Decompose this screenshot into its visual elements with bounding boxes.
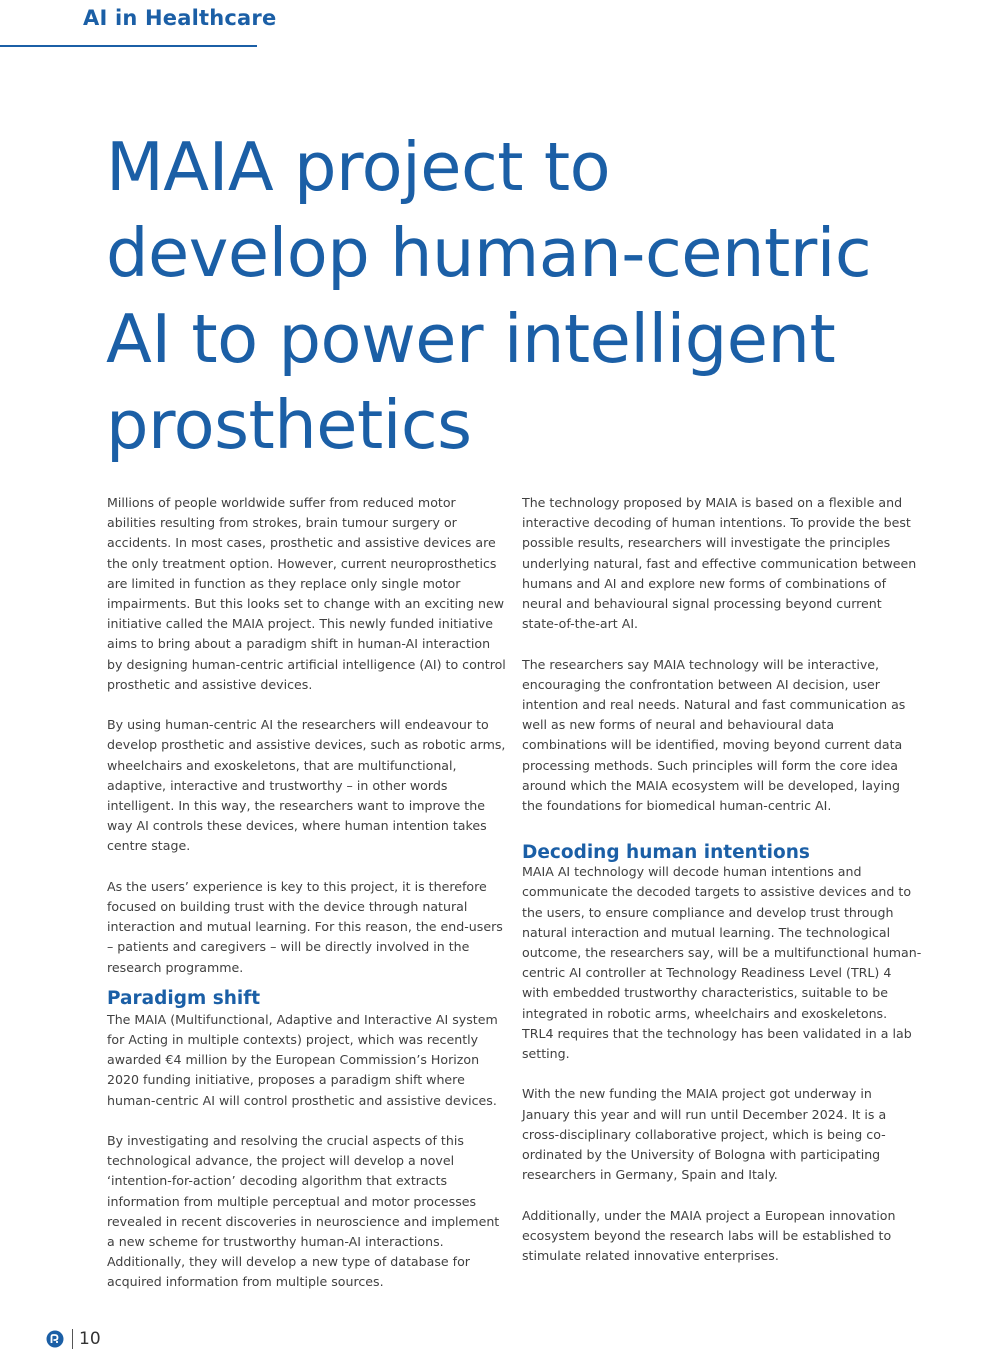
page-footer [46, 1328, 101, 1350]
body-paragraph: By using human-centric AI the researchers will endeavour to develop prosthetic and assistive devices, such as robotic arms, wheelchairs and exoskeletons, that are multifunctional, adaptive, interactive and trustworthy – in other words intelligent. In this way, the researchers want to improve the way AI controls these devices, where human intention takes centre stage. [107, 717, 506, 854]
page-number: 10 [79, 1329, 101, 1349]
body-paragraph: MAIA AI technology will decode human intentions and communicate the decoded targets to assistive devices and to the users, to ensure compliance and develop trust through natural interaction and mutual learning. The technological outcome, the researchers say, will be a multifunctional human-centric AI controller at Technology Readiness Level (TRL) 4 with embedded trustworthy characteristics, suitable to be integrated in robotic arms, wheelchairs and exoskeletons. TRL4 requires that the technology has been validated in a lab setting. [522, 864, 922, 1062]
title-line: develop human-centric [106, 214, 872, 292]
body-paragraph: Additionally, under the MAIA project a European innovation ecosystem beyond the research labs will be established to stimulate related innovative enterprises. [522, 1207, 896, 1264]
title-line: MAIA project to [106, 128, 611, 206]
publisher-logo-icon [46, 1330, 64, 1348]
section-heading: Decoding human intentions [522, 842, 810, 864]
body-paragraph: Millions of people worldwide suffer from reduced motor abilities resulting from strokes, brain tumour surgery or accidents. In most cases, prosthetic and assistive devices are the only treatment option. However, current neuroprosthetics are limited in function as they replace only single motor impairments. But this looks set to change with an exciting new initiative called the MAIA project. This newly funded initiative aims to bring about a paradigm shift in human-AI interaction by designing human-centric artificial intelligence (AI) to control prosthetic and assistive devices. [107, 495, 506, 692]
section-rule [0, 45, 257, 47]
section-heading: Paradigm shift [107, 987, 261, 1009]
title-line: prosthetics [106, 386, 472, 464]
body-paragraph: As the users’ experience is key to this project, it is therefore focused on building trust with the device through natural interaction and mutual learning. For this reason, the end-users – patients and caregivers – will be directly involved in the research programme. [107, 878, 503, 975]
body-paragraph: The technology proposed by MAIA is based on a flexible and interactive decoding of human intentions. To provide the best possible results, researchers will investigate the principles underlying natural, fast and effective communication between humans and AI and explore new forms of combinations of neural and behavioural signal processing beyond current state-of-the-art AI. [522, 495, 917, 632]
article-title [106, 124, 966, 468]
footer-divider [72, 1329, 73, 1349]
body-paragraph: The researchers say MAIA technology will be interactive, encouraging the confrontation between AI decision, user intention and real needs. Natural and fast communication as well as new forms of neural and behavioural data combinations will be identified, moving beyond current data processing methods. Such principles will form the core idea around which the MAIA ecosystem will be developed, laying the foundations for biomedical human-centric AI. [522, 656, 906, 814]
body-paragraph: With the new funding the MAIA project got underway in January this year and will run until December 2024. It is a cross-disciplinary collaborative project, which is being co-ordinated by the University of Bologna with participating researchers in Germany, Spain and Italy. [522, 1086, 887, 1183]
right-column [522, 493, 922, 1286]
body-paragraph: The MAIA (Multifunctional, Adaptive and Interactive AI system for Acting in multiple contexts) project, which was recently awarded €4 million by the European Commission’s Horizon 2020 funding initiative, proposes a paradigm shift where human-centric AI will control prosthetic and assistive devices. [107, 1011, 498, 1108]
body-paragraph: By investigating and resolving the crucial aspects of this technological advance, the project will develop a novel ‘intention-for-action’ decoding algorithm that extracts information from multiple perceptual and motor processes revealed in recent discoveries in neuroscience and implement a new scheme for trustworthy human-AI interactions. Additionally, they will develop a new type of database for acquired information from multiple sources. [107, 1133, 500, 1290]
title-line: AI to power intelligent [106, 300, 836, 378]
section-tag: AI in Healthcare [83, 6, 277, 30]
left-column [107, 493, 507, 1313]
